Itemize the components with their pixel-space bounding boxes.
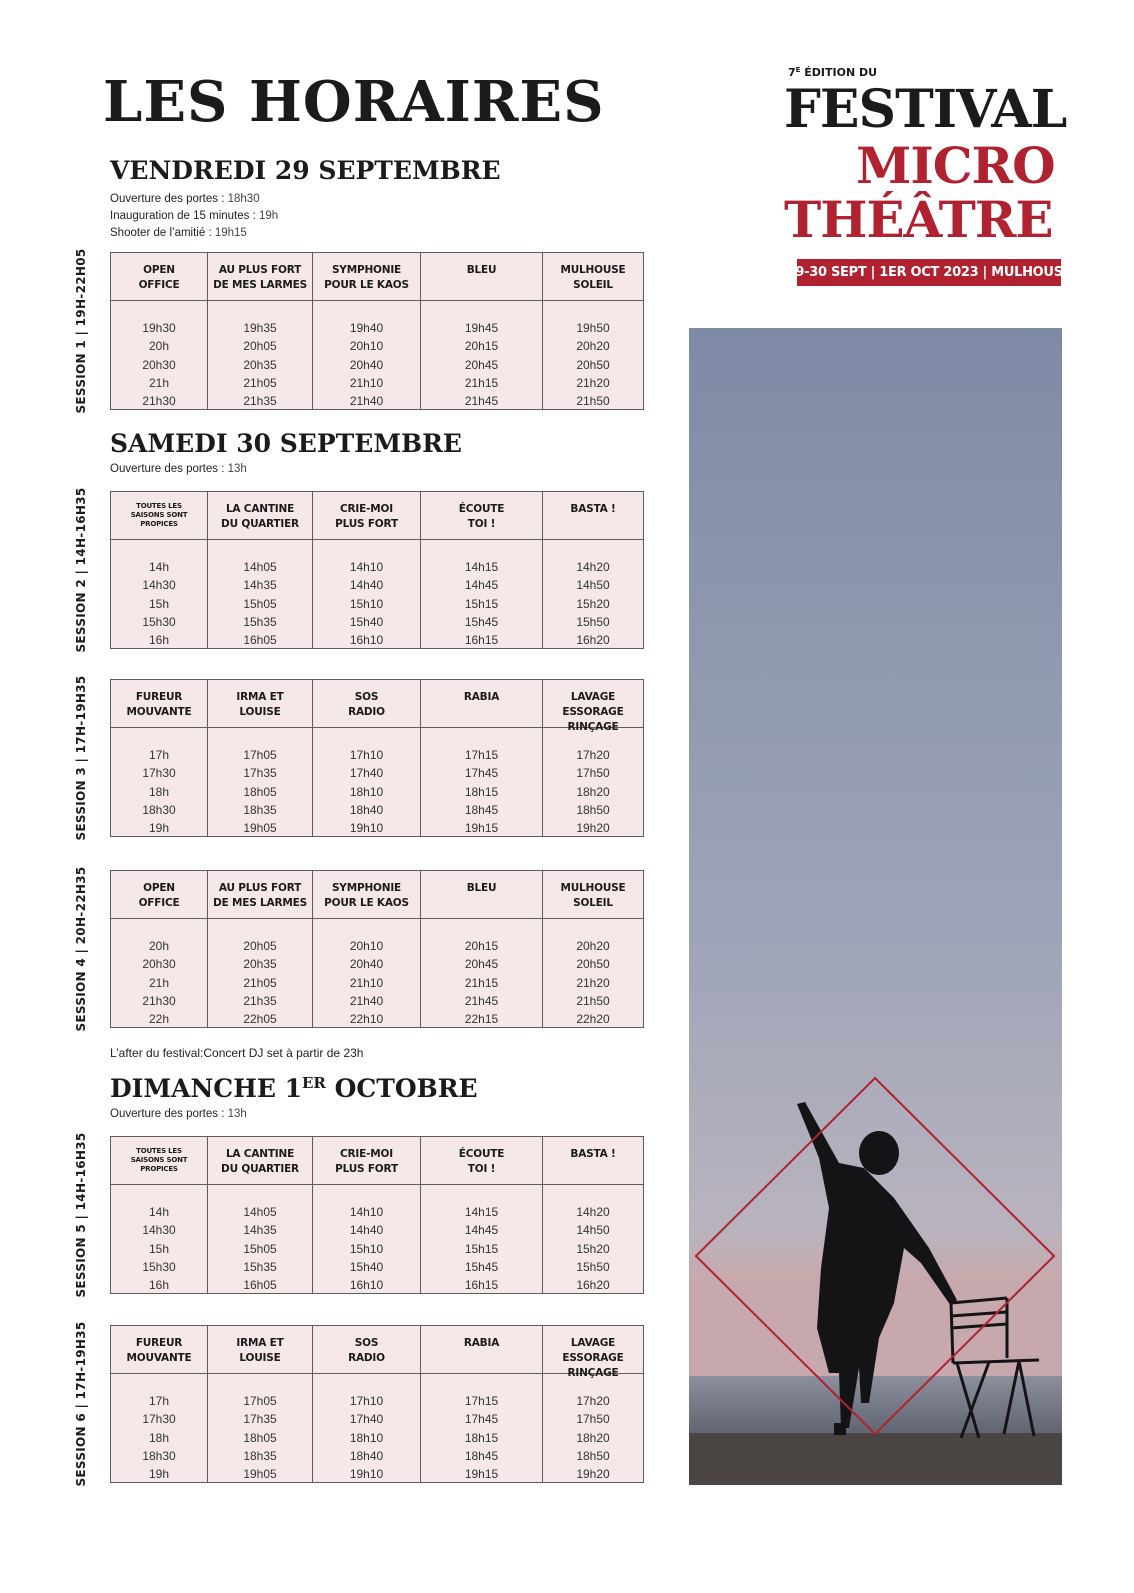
show-title-cell: [111, 253, 208, 301]
showtime: 21h30: [142, 993, 176, 1008]
showtime: 17h20: [576, 1394, 610, 1408]
showtime: 15h15: [464, 1241, 499, 1256]
show-title-cell: [208, 1326, 313, 1374]
show-title: BLEU: [466, 882, 497, 894]
showtime: 18h15: [464, 784, 499, 799]
showtime: 16h: [148, 633, 170, 648]
showtime: 21h05: [243, 375, 277, 390]
schedule-table: [110, 1325, 644, 1483]
showtime: 18h35: [243, 802, 277, 817]
showtime: 21h40: [349, 993, 384, 1008]
showtime: 22h: [148, 1012, 170, 1027]
session-label-text: SESSION 4 | 20H-22H35: [74, 866, 88, 1032]
showtimes-cell: [111, 728, 208, 837]
show-title: SOS RADIO: [348, 1337, 385, 1364]
showtime: 19h20: [576, 1467, 610, 1482]
logo-edition: $7^E$ ÉDITION DU: [788, 66, 878, 79]
showtime: 18h50: [576, 802, 610, 817]
showtime: 19h05: [243, 1467, 277, 1482]
showtime: 14h30: [142, 578, 176, 593]
showtime: 20h05: [243, 339, 277, 354]
showtime: 14h15: [464, 1205, 499, 1219]
showtime: 17h15: [464, 1394, 499, 1408]
show-title-cell: [313, 680, 421, 728]
showtime: 17h: [148, 1394, 170, 1408]
showtime: 15h45: [464, 614, 499, 629]
showtime: 15h05: [243, 1241, 277, 1256]
day-heading-friday: VENDREDI 29 SEPTEMBRE: [110, 156, 501, 185]
showtime: 16h05: [243, 633, 277, 648]
showtime: 15h45: [464, 1259, 499, 1274]
showtime: 17h35: [243, 1412, 277, 1427]
show-title-cell: [313, 253, 421, 301]
show-title: BASTA !: [570, 503, 616, 515]
photo-sand: [689, 1433, 1062, 1485]
session-label-text: SESSION 1 | 19H-22H05: [74, 248, 88, 414]
showtimes-cell: [313, 1374, 421, 1483]
showtime: 19h: [148, 1467, 170, 1482]
showtime: 14h30: [142, 1223, 176, 1238]
show-title-cell: [421, 1137, 543, 1185]
showtime: 20h30: [142, 957, 176, 972]
showtime: 22h10: [349, 1012, 384, 1027]
showtimes-cell: [543, 301, 643, 410]
showtime: 17h20: [576, 748, 610, 762]
showtimes-cell: [543, 919, 643, 1028]
show-title: FUREUR MOUVANTE: [126, 691, 192, 718]
show-title: ÉCOUTE TOI !: [458, 1148, 505, 1175]
showtime: 22h05: [243, 1012, 277, 1027]
logo-micro: MICRO: [856, 136, 1055, 195]
showtime: 18h05: [243, 1430, 277, 1445]
showtime: 21h40: [349, 394, 384, 409]
show-title-cell: [313, 492, 421, 540]
schedule-table: [110, 870, 644, 1028]
show-title-cell: [111, 1137, 208, 1185]
showtime: 15h30: [142, 614, 176, 629]
showtime: 20h20: [576, 939, 610, 953]
showtime: 16h15: [464, 1278, 499, 1293]
show-title: SYMPHONIE POUR LE KAOS: [324, 882, 409, 909]
showtime: 16h05: [243, 1278, 277, 1293]
show-title-cell: [111, 871, 208, 919]
showtime: 15h15: [464, 596, 499, 611]
show-title-cell: [543, 680, 643, 733]
showtimes-cell: [421, 728, 543, 837]
schedule-table: [110, 1136, 644, 1294]
showtime: 16h: [148, 1278, 170, 1293]
showtime: 20h35: [243, 957, 277, 972]
showtime: 17h45: [464, 1412, 499, 1427]
showtime: 18h20: [576, 1430, 610, 1445]
schedule-table: [110, 252, 644, 410]
showtimes-cell: [208, 301, 313, 410]
showtime: 17h15: [464, 748, 499, 762]
showtime: 20h: [148, 939, 170, 953]
show-title: BLEU: [466, 264, 497, 276]
showtime: 14h45: [464, 578, 499, 593]
showtime: 19h10: [349, 821, 384, 836]
showtime: 14h10: [349, 560, 384, 574]
showtimes-cell: [313, 728, 421, 837]
showtime: 18h45: [464, 802, 499, 817]
showtime: 19h20: [576, 821, 610, 836]
showtime: 22h20: [576, 1012, 610, 1027]
showtime: 15h35: [243, 1259, 277, 1274]
showtime: 21h30: [142, 394, 176, 409]
show-title: BASTA !: [570, 1148, 616, 1160]
logo-dates-banner: 29-30 SEPT | 1ER OCT 2023 | MULHOUSE: [797, 259, 1061, 286]
showtime: 18h: [148, 784, 170, 799]
showtimes-cell: [421, 1185, 543, 1294]
showtime: 21h10: [349, 975, 384, 990]
showtime: 18h35: [243, 1448, 277, 1463]
show-title-cell: [313, 1137, 421, 1185]
showtime: 18h30: [142, 1448, 176, 1463]
showtime: 15h50: [576, 614, 610, 629]
show-title-cell: [543, 871, 643, 919]
show-title: MULHOUSE SOLEIL: [560, 264, 626, 291]
showtime: 15h30: [142, 1259, 176, 1274]
showtime: 14h05: [243, 560, 277, 574]
showtime: 18h40: [349, 802, 384, 817]
showtime: 14h10: [349, 1205, 384, 1219]
showtimes-cell: [543, 540, 643, 649]
show-title-cell: [313, 871, 421, 919]
schedule-table: [110, 679, 644, 837]
showtime: 17h10: [349, 748, 384, 762]
showtime: 18h30: [142, 802, 176, 817]
showtime: 21h35: [243, 394, 277, 409]
show-title: LA CANTINE DU QUARTIER: [221, 503, 299, 530]
show-title: AU PLUS FORT DE MES LARMES: [213, 882, 307, 909]
showtimes-cell: [208, 1185, 313, 1294]
showtime: 20h50: [576, 957, 610, 972]
showtime: 17h10: [349, 1394, 384, 1408]
showtime: 15h40: [349, 1259, 384, 1274]
showtime: 20h40: [349, 957, 384, 972]
showtime: 19h: [148, 821, 170, 836]
show-title: FUREUR MOUVANTE: [126, 1337, 192, 1364]
showtime: 17h05: [243, 748, 277, 762]
showtime: 14h05: [243, 1205, 277, 1219]
schedule-table: [110, 491, 644, 649]
showtimes-cell: [111, 1374, 208, 1483]
show-title: TOUTES LES SAISONS SONT PROPICES: [130, 502, 188, 528]
showtime: 14h: [148, 1205, 170, 1219]
show-title-cell: [421, 680, 543, 728]
showtime: 16h15: [464, 633, 499, 648]
show-title: LAVAGE ESSORAGE RINÇAGE: [562, 691, 624, 733]
showtime: 20h10: [349, 939, 384, 953]
show-title-cell: [208, 680, 313, 728]
show-title: CRIE-MOI PLUS FORT: [335, 1148, 398, 1175]
showtime: 18h15: [464, 1430, 499, 1445]
showtime: 20h45: [464, 957, 499, 972]
showtime: 19h05: [243, 821, 277, 836]
show-title-cell: [543, 492, 643, 540]
day-heading-sunday: DIMANCHE 1ER OCTOBRE: [110, 1074, 478, 1103]
show-title-cell: [208, 1137, 313, 1185]
show-title: IRMA ET LOUISE: [236, 1337, 284, 1364]
showtime: 14h20: [576, 1205, 610, 1219]
showtime: 14h50: [576, 578, 610, 593]
showtimes-cell: [111, 540, 208, 649]
info-line: Ouverture des portes : 13h: [110, 463, 247, 475]
showtime: 19h35: [243, 321, 277, 335]
showtimes-cell: [208, 1374, 313, 1483]
show-title: MULHOUSE SOLEIL: [560, 882, 626, 909]
showtime: 16h20: [576, 1278, 610, 1293]
showtime: 19h40: [349, 321, 384, 335]
showtime: 16h10: [349, 1278, 384, 1293]
showtime: 18h10: [349, 1430, 384, 1445]
showtime: 21h15: [464, 375, 499, 390]
logo-festival: FESTIVAL: [784, 79, 1067, 140]
show-title-cell: [543, 1137, 643, 1185]
showtime: 18h40: [349, 1448, 384, 1463]
showtime: 21h50: [576, 993, 610, 1008]
showtime: 21h05: [243, 975, 277, 990]
showtime: 15h50: [576, 1259, 610, 1274]
showtimes-cell: [543, 1185, 643, 1294]
showtime: 20h15: [464, 339, 499, 354]
session-label-text: SESSION 6 | 17H-19H35: [74, 1321, 88, 1487]
showtime: 15h10: [349, 596, 384, 611]
showtimes-cell: [313, 540, 421, 649]
show-title-cell: [208, 492, 313, 540]
showtime: 17h50: [576, 766, 610, 781]
showtime: 17h30: [142, 766, 176, 781]
show-title: IRMA ET LOUISE: [236, 691, 284, 718]
showtime: 15h40: [349, 614, 384, 629]
showtime: 14h35: [243, 578, 277, 593]
showtime: 17h: [148, 748, 170, 762]
show-title: OPEN OFFICE: [138, 264, 180, 291]
showtime: 14h35: [243, 1223, 277, 1238]
showtime: 20h35: [243, 357, 277, 372]
showtime: 14h20: [576, 560, 610, 574]
showtime: 19h15: [464, 1467, 499, 1482]
logo-theatre: THÉÂTRE: [784, 190, 1053, 249]
show-title-cell: [421, 253, 543, 301]
showtimes-cell: [543, 728, 643, 837]
showtime: 14h40: [349, 578, 384, 593]
showtime: 15h35: [243, 614, 277, 629]
showtime: 18h45: [464, 1448, 499, 1463]
show-title: SYMPHONIE POUR LE KAOS: [324, 264, 409, 291]
show-title: LAVAGE ESSORAGE RINÇAGE: [562, 1337, 624, 1379]
show-title-cell: [421, 1326, 543, 1374]
showtime: 14h15: [464, 560, 499, 574]
showtime: 19h15: [464, 821, 499, 836]
showtime: 21h: [148, 975, 170, 990]
showtime: 17h05: [243, 1394, 277, 1408]
showtime: 14h45: [464, 1223, 499, 1238]
show-title: AU PLUS FORT DE MES LARMES: [213, 264, 307, 291]
showtimes-cell: [208, 540, 313, 649]
showtime: 15h20: [576, 596, 610, 611]
showtime: 14h: [148, 560, 170, 574]
showtime: 18h20: [576, 784, 610, 799]
showtime: 18h05: [243, 784, 277, 799]
page-title: LES HORAIRES: [103, 69, 605, 135]
showtime: 17h40: [349, 766, 384, 781]
info-line: Ouverture des portes : 13h: [110, 1108, 247, 1120]
showtime: 20h45: [464, 357, 499, 372]
showtimes-cell: [421, 919, 543, 1028]
showtime: 20h10: [349, 339, 384, 354]
showtime: 21h20: [576, 975, 610, 990]
showtimes-cell: [208, 919, 313, 1028]
show-title-cell: [111, 492, 208, 540]
showtime: 20h15: [464, 939, 499, 953]
showtime: 20h05: [243, 939, 277, 953]
show-title-cell: [111, 680, 208, 728]
showtime: 17h35: [243, 766, 277, 781]
showtimes-cell: [421, 301, 543, 410]
showtimes-cell: [543, 1374, 643, 1483]
showtime: 20h50: [576, 357, 610, 372]
show-title-cell: [111, 1326, 208, 1374]
session-label-text: SESSION 3 | 17H-19H35: [74, 675, 88, 841]
showtimes-cell: [421, 1374, 543, 1483]
showtimes-cell: [313, 919, 421, 1028]
show-title: ÉCOUTE TOI !: [458, 503, 505, 530]
showtime: 14h40: [349, 1223, 384, 1238]
session-label-text: SESSION 5 | 14H-16H35: [74, 1132, 88, 1298]
showtime: 21h50: [576, 394, 610, 409]
showtime: 21h45: [464, 993, 499, 1008]
showtime: 22h15: [464, 1012, 499, 1027]
show-title: RABIA: [463, 1337, 500, 1349]
showtime: 18h50: [576, 1448, 610, 1463]
info-line: Ouverture des portes : 18h30: [110, 193, 260, 205]
showtime: 21h45: [464, 394, 499, 409]
show-title: OPEN OFFICE: [138, 882, 180, 909]
after-party-note: L’after du festival:Concert DJ set à partir de 23h: [110, 1046, 364, 1060]
show-title: SOS RADIO: [348, 691, 385, 718]
showtimes-cell: [208, 728, 313, 837]
showtime: 17h40: [349, 1412, 384, 1427]
show-title-cell: [208, 253, 313, 301]
showtime: 20h30: [142, 357, 176, 372]
info-line: Inauguration de 15 minutes : 19h: [110, 210, 279, 222]
festival-photo: [689, 328, 1062, 1485]
showtimes-cell: [421, 540, 543, 649]
photo-illustration: [689, 328, 1062, 1485]
showtime: 15h05: [243, 596, 277, 611]
showtimes-cell: [111, 301, 208, 410]
showtime: 21h35: [243, 993, 277, 1008]
showtime: 16h10: [349, 633, 384, 648]
showtime: 19h10: [349, 1467, 384, 1482]
show-title: LA CANTINE DU QUARTIER: [221, 1148, 299, 1175]
showtime: 15h10: [349, 1241, 384, 1256]
showtime: 21h15: [464, 975, 499, 990]
showtime: 19h45: [464, 321, 499, 335]
showtime: 15h: [148, 596, 170, 611]
showtime: 21h: [148, 375, 170, 390]
showtimes-cell: [111, 1185, 208, 1294]
showtime: 20h20: [576, 339, 610, 354]
show-title: TOUTES LES SAISONS SONT PROPICES: [130, 1147, 188, 1173]
show-title: CRIE-MOI PLUS FORT: [335, 503, 398, 530]
showtime: 17h50: [576, 1412, 610, 1427]
showtime: 19h50: [576, 321, 610, 335]
show-title: RABIA: [463, 691, 500, 703]
showtime: 21h10: [349, 375, 384, 390]
show-title-cell: [313, 1326, 421, 1374]
showtime: 20h: [148, 339, 170, 354]
showtime: 19h30: [142, 321, 176, 335]
showtime: 20h40: [349, 357, 384, 372]
info-line: Shooter de l’amitié : 19h15: [110, 227, 247, 239]
showtimes-cell: [111, 919, 208, 1028]
showtimes-cell: [313, 301, 421, 410]
day-heading-saturday: SAMEDI 30 SEPTEMBRE: [110, 429, 462, 458]
showtime: 18h10: [349, 784, 384, 799]
show-title-cell: [208, 871, 313, 919]
showtime: 15h20: [576, 1241, 610, 1256]
showtime: 21h20: [576, 375, 610, 390]
show-title-cell: [543, 253, 643, 301]
session-label-text: SESSION 2 | 14H-16H35: [74, 487, 88, 653]
showtime: 15h: [148, 1241, 170, 1256]
showtime: 14h50: [576, 1223, 610, 1238]
showtimes-cell: [313, 1185, 421, 1294]
showtime: 17h45: [464, 766, 499, 781]
show-title-cell: [421, 871, 543, 919]
showtime: 16h20: [576, 633, 610, 648]
showtime: 17h30: [142, 1412, 176, 1427]
show-title-cell: [543, 1326, 643, 1379]
showtime: 18h: [148, 1430, 170, 1445]
show-title-cell: [421, 492, 543, 540]
